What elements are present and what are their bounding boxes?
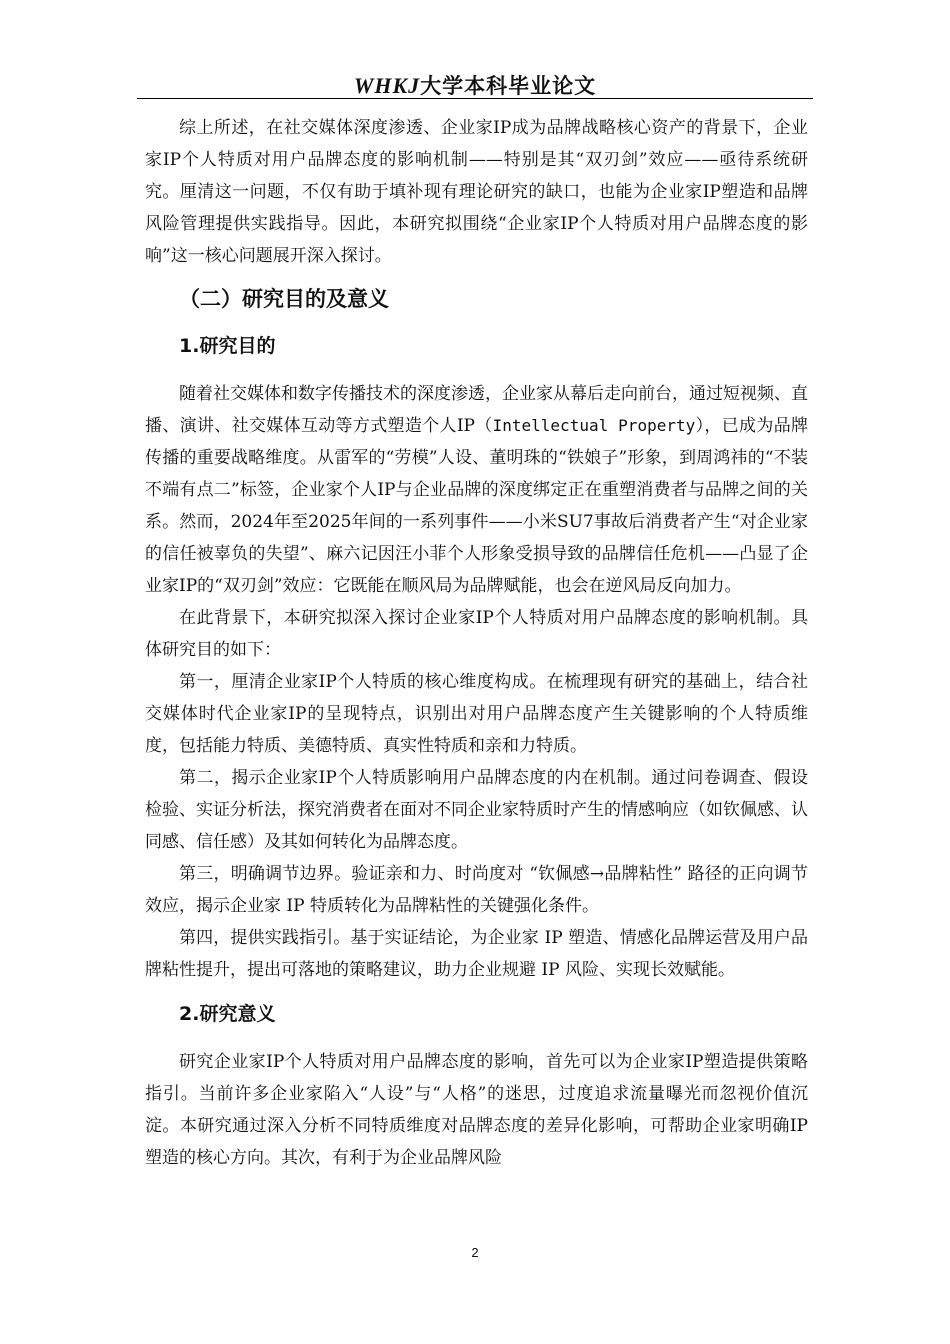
paragraph-context: 在此背景下，本研究拟深入探讨企业家IP个人特质对用户品牌态度的影响机制。具体研究目的如下： — [145, 608, 808, 660]
header-latin: WHKJ — [353, 73, 421, 98]
subsection-heading-purpose: 1.研究目的 — [179, 335, 276, 357]
header-title-text: 大学本科毕业论文 — [420, 74, 597, 98]
paragraph-objective-1: 第一，厘清企业家IP个人特质的核心维度构成。在梳理现有研究的基础上，结合社交媒体时代企业家IP的呈现特点，识别出对用户品牌态度产生关键影响的个人特质维度，包括能力特质、美德特质、真实性特质和亲和力特质。 — [145, 672, 808, 756]
paragraph-objective-3: 第三，明确调节边界。验证亲和力、时尚度对 “钦佩感→品牌粘性” 路径的正向调节效应，揭示企业家 IP 特质转化为品牌粘性的关键强化条件。 — [145, 864, 808, 916]
paragraph-background — [145, 378, 808, 602]
header-divider — [137, 98, 813, 99]
subsection-heading-significance: 2.研究意义 — [179, 1003, 276, 1025]
paragraph-background-part2: ），已成为品牌传播的重要战略维度。从雷军的“劳模”人设、董明珠的“铁娘子”形象，到周鸿祎的“不装不端有点二”标签，企业家个人IP与企业品牌的深度绑定正在重塑消费者与品牌之间的关系。然而，2024年至2025年间的一系列事件——小米SU7事故后消费者产生“对企业家的信任被辜负的失望”、麻六记因汪小菲个人形象受损导致的品牌信任危机——凸显了企业家IP的“双刃剑”效应：它既能在顺风局为品牌赋能，也会在逆风局反向加力。 — [145, 416, 809, 596]
paragraph-objective-4: 第四，提供实践指引。基于实证结论，为企业家 IP 塑造、情感化品牌运营及用户品牌粘性提升，提出可落地的策略建议，助力企业规避 IP 风险、实现长效赋能。 — [145, 928, 808, 980]
paragraph-significance: 研究企业家IP个人特质对用户品牌态度的影响，首先可以为企业家IP塑造提供策略指引。当前许多企业家陷入“人设”与“人格”的迷思，过度追求流量曝光而忽视价值沉淀。本研究通过深入分析不同特质维度对品牌态度的差异化影响，可帮助企业家明确IP塑造的核心方向。其次，有利于为企业品牌风险 — [145, 1052, 808, 1168]
page-number: 2 — [471, 1245, 479, 1260]
paragraph-summary: 综上所述，在社交媒体深度渗透、企业家IP成为品牌战略核心资产的背景下，企业家IP个人特质对用户品牌态度的影响机制——特别是其“双刃剑”效应——亟待系统研究。厘清这一问题，不仅有助于填补现有理论研究的缺口，也能为企业家IP塑造和品牌风险管理提供实践指导。因此，本研究拟围绕“企业家IP个人特质对用户品牌态度的影响”这一核心问题展开深入探讨。 — [145, 118, 808, 266]
paragraph-objective-2: 第二，揭示企业家IP个人特质影响用户品牌态度的内在机制。通过问卷调查、假设检验、实证分析法，探究消费者在面对不同企业家特质时产生的情感响应（如钦佩感、认同感、信任感）及其如何转化为品牌态度。 — [145, 768, 808, 852]
running-header — [0, 70, 950, 100]
page-body — [145, 112, 808, 1174]
paragraph-background-part1: 随着社交媒体和数字传播技术的深度渗透，企业家从幕后走向前台，通过短视频、直播、演讲、社交媒体互动等方式塑造个人IP（ — [145, 384, 808, 436]
paragraph-background-english-term: Intellectual Property — [492, 416, 696, 435]
section-heading: （二）研究目的及意义 — [179, 287, 389, 311]
